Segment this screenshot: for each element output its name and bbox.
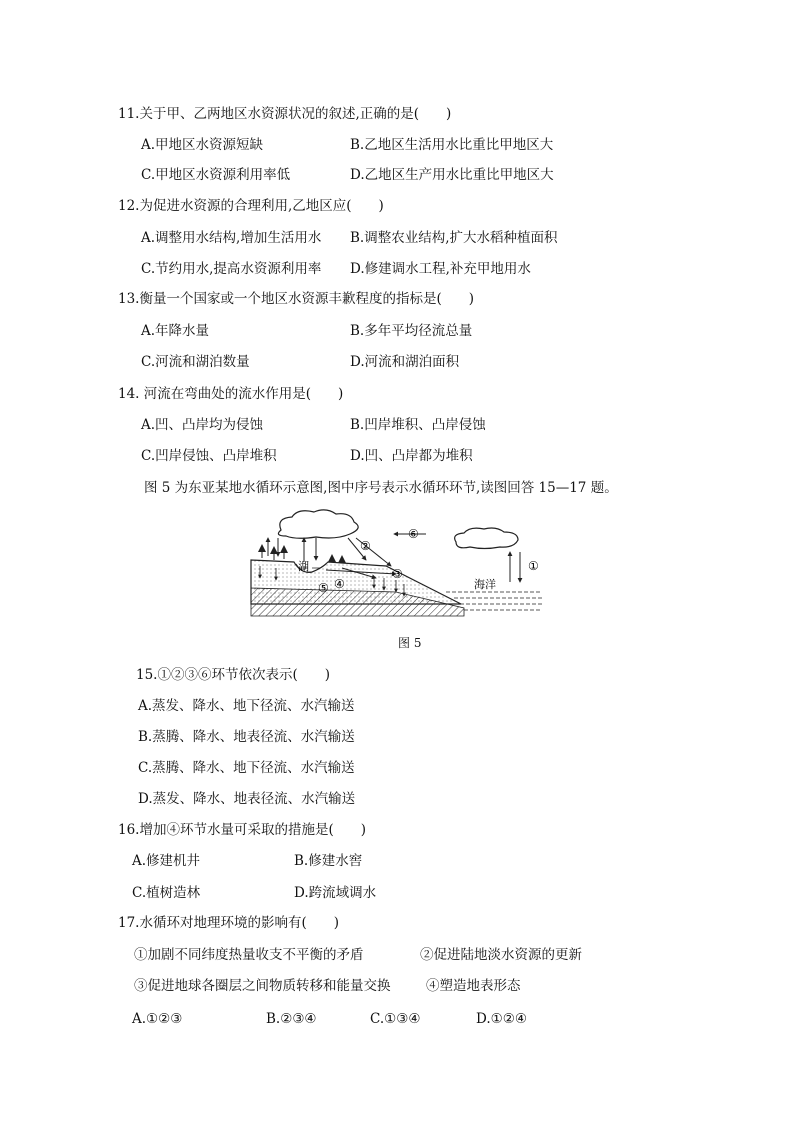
q15-option-b: B.蒸腾、降水、地表径流、水汽输送 (138, 729, 355, 745)
q16-option-b: B.修建水窖 (294, 853, 363, 869)
q11-option-c: C.甲地区水资源利用率低 (141, 167, 291, 183)
q14-option-c: C.凹岸侵蚀、凸岸堆积 (141, 448, 277, 464)
q17-stem: 17.水循环对地理环境的影响有( ) (118, 915, 340, 931)
q12-option-b: B.调整农业结构,扩大水稻种植面积 (350, 230, 558, 246)
q15-option-d: D.蒸发、降水、地表径流、水汽输送 (138, 791, 356, 807)
q16-option-c: C.植树造林 (132, 885, 201, 901)
marker-6: ⑥ (408, 527, 419, 541)
q16-option-d: D.跨流域调水 (294, 885, 377, 901)
marker-1: ① (528, 559, 539, 573)
q15-option-a: A.蒸发、降水、地下径流、水汽输送 (138, 698, 355, 714)
q17-option-a: A.①②③ (132, 1011, 183, 1027)
q11-option-d: D.乙地区生产用水比重比甲地区大 (350, 167, 554, 183)
q17-option-c: C.①③④ (370, 1011, 421, 1027)
q13-stem: 13.衡量一个国家或一个地区水资源丰歉程度的指标是( ) (118, 291, 475, 307)
figure-intro: 图 5 为东亚某地水循环示意图,图中序号表示水循环环节,读图回答 15—17 题。 (144, 480, 618, 496)
q13-option-d: D.河流和湖泊面积 (350, 354, 460, 370)
marker-2: ② (360, 539, 371, 553)
marker-4: ④ (334, 577, 345, 591)
q15-stem: 15.①②③⑥环节依次表示( ) (136, 667, 331, 683)
marker-3: ③ (392, 567, 403, 581)
q11-option-a: A.甲地区水资源短缺 (141, 137, 264, 153)
q11-stem: 11.关于甲、乙两地区水资源状况的叙述,正确的是( ) (118, 106, 452, 122)
q13-option-a: A.年降水量 (141, 323, 210, 339)
q15-option-c: C.蒸腾、降水、地下径流、水汽输送 (138, 760, 355, 776)
q13-option-b: B.多年平均径流总量 (350, 323, 473, 339)
q16-option-a: A.修建机井 (132, 853, 201, 869)
q12-option-c: C.节约用水,提高水资源利用率 (141, 261, 322, 277)
lake-label: 湖 (298, 560, 309, 573)
q17-statement-4: ④塑造地表形态 (426, 978, 521, 994)
q12-stem: 12.为促进水资源的合理利用,乙地区应( ) (118, 198, 384, 214)
q17-option-b: B.②③④ (266, 1011, 317, 1027)
cloud-ocean (455, 528, 518, 549)
q14-option-a: A.凹、凸岸均为侵蚀 (141, 417, 264, 433)
marker-5: ⑤ (318, 581, 329, 595)
q14-stem: 14. 河流在弯曲处的流水作用是( ) (118, 386, 344, 402)
ocean-label: 海洋 (474, 578, 496, 591)
cloud-large (278, 510, 358, 538)
q12-option-d: D.修建调水工程,补充甲地用水 (350, 261, 531, 277)
q13-option-c: C.河流和湖泊数量 (141, 354, 250, 370)
figure-caption: 图 5 (398, 636, 422, 650)
q14-option-d: D.凹、凸岸都为堆积 (350, 448, 473, 464)
q17-statement-2: ②促进陆地淡水资源的更新 (420, 947, 582, 963)
q11-option-b: B.乙地区生活用水比重比甲地区大 (350, 137, 554, 153)
water-cycle-diagram (246, 508, 546, 623)
q17-statement-3: ③促进地球各圈层之间物质转移和能量交换 (134, 978, 391, 994)
q14-option-b: B.凹岸堆积、凸岸侵蚀 (350, 417, 486, 433)
q12-option-a: A.调整用水结构,增加生活用水 (141, 230, 322, 246)
q17-option-d: D.①②④ (476, 1011, 527, 1027)
q17-statement-1: ①加剧不同纬度热量收支不平衡的矛盾 (134, 947, 364, 963)
q16-stem: 16.增加④环节水量可采取的措施是( ) (118, 822, 367, 838)
